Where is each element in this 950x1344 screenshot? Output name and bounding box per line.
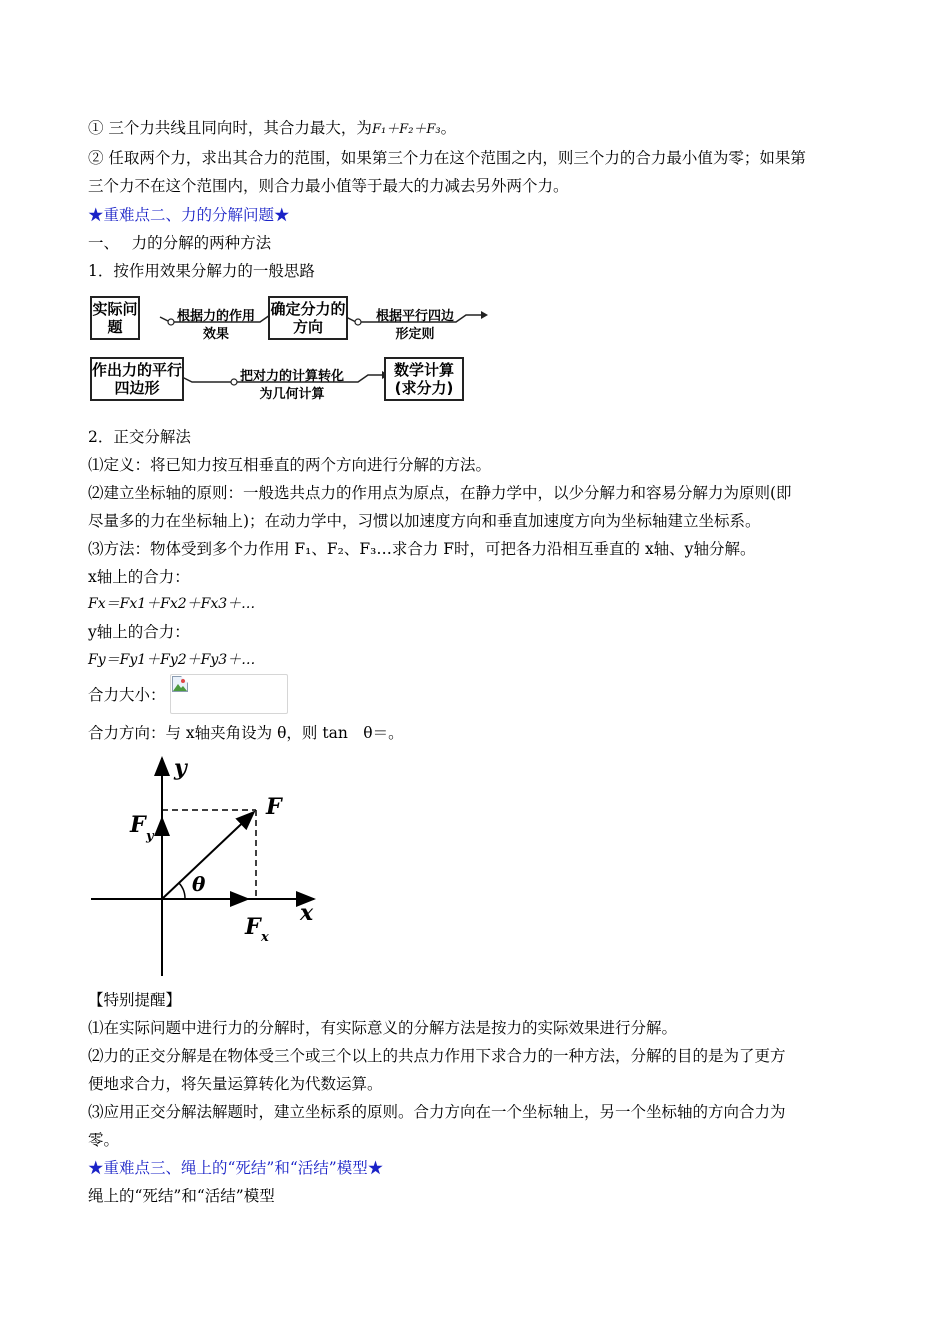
reminder-title: 【特别提醒】 (88, 991, 182, 1009)
item-1-title: 1．按作用效果分解力的一般思路 (88, 262, 315, 280)
theta-arc (179, 883, 185, 899)
reminder-1: ⑴在实际问题中进行力的分解时，有实际意义的分解方法是按力的实际效果进行分解。 (88, 1019, 678, 1037)
flow-box-parallelogram: 作出力的平行四边形 (90, 357, 184, 401)
f-label: F (266, 794, 282, 820)
broken-image-icon (172, 676, 188, 692)
magnitude-label: 合力大小： (88, 686, 166, 704)
flowchart (88, 292, 488, 408)
x-axis-label: x (300, 900, 314, 926)
flow-box-calculation: 数学计算(求分力) (384, 357, 464, 401)
flow-arrow-label-2: 根据平行四边形定则 (375, 309, 454, 342)
fy-label: F (130, 812, 146, 838)
x-resultant-label: x轴上的合力： (88, 568, 190, 586)
definition: ⑴定义：将已知力按互相垂直的两个方向进行分解的方法。 (88, 456, 492, 474)
method: ⑶方法：物体受到多个力作用 F₁、F₂、F₃…求合力 F时，可把各力沿相互垂直的 x轴、y轴分解。 (88, 540, 756, 558)
fy-subscript: y (146, 829, 154, 844)
flow-box-component-direction: 确定分力的方向 (268, 296, 348, 340)
principle-line-2: 尽量多的力在坐标轴上)；在动力学中，习惯以加速度方向和垂直加速度方向为坐标轴建立坐标系。 (88, 512, 761, 530)
flow-arrow-label-3: 把对力的计算转化为几何计算 (239, 369, 344, 402)
reminder-3-line-1: ⑶应用正交分解法解题时，建立坐标系的原则。合力方向在一个坐标轴上，另一个坐标轴的方向合力为 (88, 1103, 786, 1121)
paragraph-min-resultant-1: ② 任取两个力，求出其合力的范围，如果第三个力在这个范围之内，则三个力的合力最小值为零；如果第 (88, 149, 806, 167)
reminder-3-line-2: 零。 (88, 1131, 120, 1149)
theta-label: θ (192, 872, 206, 896)
math-sum: F₁＋F₂＋F₃ (371, 122, 441, 137)
paragraph-min-resultant-2: 三个力不在这个范围内，则合力最小值等于最大的力减去另外两个力。 (88, 177, 569, 195)
fx-equation: Fx＝Fx1＋Fx2＋Fx3＋… (88, 596, 256, 612)
decomposition-diagram (88, 748, 328, 980)
section-3-line: 绳上的“死结”和“活结”模型 (88, 1187, 275, 1205)
formula-image-placeholder (170, 674, 288, 714)
flow-box-actual-problem: 实际问题 (90, 296, 140, 340)
section-heading-3: ★重难点三、绳上的“死结”和“活结”模型★ (88, 1159, 384, 1177)
fx-subscript: x (261, 930, 269, 945)
text: ① 三个力共线且同向时，其合力最大，为 (88, 119, 372, 137)
paragraph-max-resultant (88, 118, 456, 140)
item-2-title: 2．正交分解法 (88, 428, 191, 446)
f-vector (162, 812, 254, 899)
fy-equation: Fy＝Fy1＋Fy2＋Fy3＋… (88, 652, 256, 668)
text: 。 (440, 119, 457, 137)
principle-line-1: ⑵建立坐标轴的原则：一般选共点力的作用点为原点，在静力学中，以少分解力和容易分解力为原则(即 (88, 484, 792, 502)
subheading-methods: 一、 力的分解的两种方法 (88, 234, 272, 252)
y-resultant-label: y轴上的合力： (88, 623, 190, 641)
flow-arrow-label-1: 根据力的作用效果 (176, 309, 255, 342)
reminder-2-line-2: 便地求合力，将矢量运算转化为代数运算。 (88, 1075, 383, 1093)
section-heading-2: ★重难点二、力的分解问题★ (88, 206, 290, 224)
reminder-2-line-1: ⑵力的正交分解是在物体受三个或三个以上的共点力作用下求合力的一种方法，分解的目的是为了更方 (88, 1047, 786, 1065)
fx-label: F (245, 914, 261, 940)
y-axis-label: y (174, 755, 187, 781)
direction-label: 合力方向：与 x轴夹角设为 θ，则 tan θ＝。 (88, 724, 404, 742)
